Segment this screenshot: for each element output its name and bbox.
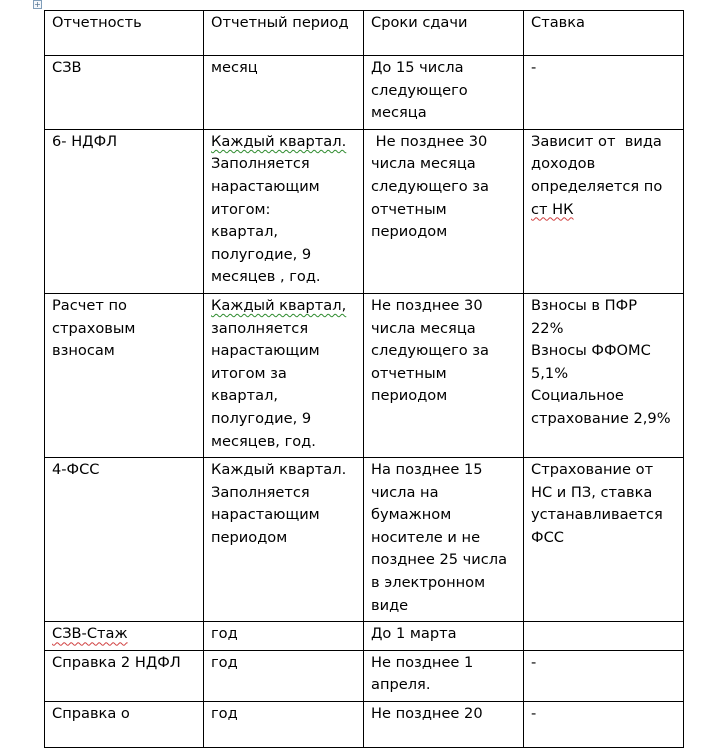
cell-period bbox=[204, 702, 364, 748]
table-move-handle[interactable]: + bbox=[34, 0, 41, 9]
cell-line: взносам bbox=[52, 342, 115, 360]
cell-line: ФСС bbox=[531, 528, 564, 546]
cell-report bbox=[45, 458, 204, 622]
cell-line: месяца bbox=[371, 104, 427, 122]
cell-line: следующего за bbox=[371, 177, 490, 195]
cell-line: Каждый квартал. bbox=[211, 132, 347, 150]
cell-line: Заполняется bbox=[211, 155, 310, 173]
table-row bbox=[45, 56, 684, 130]
cell-line: нарастающим bbox=[211, 177, 320, 195]
table-row bbox=[45, 622, 684, 651]
cell-line: доходов bbox=[531, 155, 596, 173]
cell-line: До 15 числа bbox=[371, 59, 464, 76]
cell-line: год bbox=[211, 625, 238, 643]
cell-line: ст НК bbox=[531, 200, 574, 218]
cell-line: отчетным bbox=[371, 364, 447, 382]
cell-line: нарастающим bbox=[211, 506, 320, 524]
cell-deadline bbox=[364, 129, 524, 293]
cell-rate bbox=[524, 622, 684, 651]
reporting-table bbox=[44, 10, 684, 748]
cell-line: итогом за bbox=[211, 364, 287, 382]
cell-line: периодом bbox=[371, 223, 448, 241]
cell-line: - bbox=[531, 59, 537, 76]
header-cell-deadline: Сроки сдачи bbox=[364, 11, 524, 56]
cell-line: Не позднее 1 bbox=[371, 653, 474, 671]
cell-report bbox=[45, 622, 204, 651]
cell-line: в электронном bbox=[371, 574, 486, 592]
cell-line: определяется по bbox=[531, 177, 663, 195]
cell-period bbox=[204, 293, 364, 457]
cell-line: полугодие, 9 bbox=[211, 245, 312, 263]
cell-rate bbox=[524, 650, 684, 701]
cell-line: Не позднее 30 bbox=[371, 296, 483, 314]
cell-line: числа месяца bbox=[371, 155, 476, 173]
cell-line: позднее 25 числа bbox=[371, 551, 508, 569]
cell-line: СЗВ-Стаж bbox=[52, 625, 128, 643]
cell-line: заполняется bbox=[211, 319, 309, 337]
cell-period bbox=[204, 622, 364, 651]
cell-deadline bbox=[364, 622, 524, 651]
header-cell-period: Отчетный период bbox=[204, 11, 364, 56]
cell-period bbox=[204, 458, 364, 622]
cell-period bbox=[204, 650, 364, 701]
cell-line: месяц bbox=[211, 59, 258, 76]
cell-line: Взносы в ПФР bbox=[531, 296, 638, 314]
cell-rate bbox=[524, 702, 684, 748]
cell-line: Не позднее 30 bbox=[371, 132, 488, 150]
cell-deadline bbox=[364, 293, 524, 457]
cell-line: год bbox=[211, 653, 238, 671]
cell-line: месяцев, год. bbox=[211, 432, 316, 450]
cell-line: год bbox=[211, 705, 238, 723]
cell-line: нарастающим bbox=[211, 342, 320, 360]
cell-line: следующего bbox=[371, 81, 468, 99]
cell-line: Каждый квартал, bbox=[211, 296, 347, 314]
cell-line: - bbox=[531, 653, 537, 671]
cell-line: Зависит от вида bbox=[531, 132, 662, 150]
cell-deadline bbox=[364, 702, 524, 748]
cell-line: периодом bbox=[211, 528, 288, 546]
table-row bbox=[45, 129, 684, 293]
cell-line: 6- НДФЛ bbox=[52, 132, 118, 150]
cell-report bbox=[45, 56, 204, 130]
cell-line: НС и ПЗ, ставка bbox=[531, 483, 653, 501]
cell-line: 4-ФСС bbox=[52, 461, 100, 479]
cell-line: Заполняется bbox=[211, 483, 310, 501]
cell-report bbox=[45, 293, 204, 457]
cell-rate bbox=[524, 458, 684, 622]
cell-deadline bbox=[364, 650, 524, 701]
cell-line: итогом: bbox=[211, 200, 271, 218]
cell-line: следующего за bbox=[371, 342, 490, 360]
cell-line: 22% bbox=[531, 319, 564, 337]
cell-rate bbox=[524, 56, 684, 130]
cell-report bbox=[45, 702, 204, 748]
cell-line: Каждый квартал. bbox=[211, 461, 347, 479]
cell-deadline bbox=[364, 56, 524, 130]
cell-line: бумажном bbox=[371, 506, 452, 524]
cell-deadline bbox=[364, 458, 524, 622]
table-header-row bbox=[45, 11, 684, 56]
cell-rate bbox=[524, 129, 684, 293]
cell-line: До 1 марта bbox=[371, 625, 457, 643]
cell-report bbox=[45, 129, 204, 293]
cell-line: числа месяца bbox=[371, 319, 476, 337]
table-row bbox=[45, 650, 684, 701]
cell-line: виде bbox=[371, 596, 409, 614]
cell-line: месяцев , год. bbox=[211, 268, 321, 286]
cell-line: квартал, bbox=[211, 223, 279, 241]
cell-line: апреля. bbox=[371, 676, 431, 694]
cell-line: устанавливается bbox=[531, 506, 663, 524]
cell-period bbox=[204, 56, 364, 130]
cell-report bbox=[45, 650, 204, 701]
cell-line: Расчет по bbox=[52, 296, 127, 314]
cell-line: периодом bbox=[371, 387, 448, 405]
cell-line: страхование 2,9% bbox=[531, 409, 671, 427]
cell-line: носителе и не bbox=[371, 528, 481, 546]
header-cell-reporting: Отчетность bbox=[45, 11, 204, 56]
table-row bbox=[45, 702, 684, 748]
cell-line: СЗВ bbox=[52, 59, 82, 76]
cell-line: страховым bbox=[52, 319, 136, 337]
cell-line: числа на bbox=[371, 483, 439, 501]
cell-line: Справка о bbox=[52, 705, 130, 723]
cell-line: Страхование от bbox=[531, 461, 654, 479]
cell-line: Взносы ФФОМС bbox=[531, 342, 651, 360]
cell-line: Не позднее 20 bbox=[371, 705, 483, 723]
cell-line: квартал, bbox=[211, 387, 279, 405]
cell-line: Социальное bbox=[531, 387, 624, 405]
cell-line: полугодие, 9 bbox=[211, 409, 312, 427]
cell-line: 5,1% bbox=[531, 364, 569, 382]
cell-line: На позднее 15 bbox=[371, 461, 483, 479]
table-row bbox=[45, 293, 684, 457]
cell-line: отчетным bbox=[371, 200, 447, 218]
cell-period bbox=[204, 129, 364, 293]
cell-rate bbox=[524, 293, 684, 457]
table-row bbox=[45, 458, 684, 622]
header-cell-rate: Ставка bbox=[524, 11, 684, 56]
cell-line: - bbox=[531, 705, 537, 723]
cell-line: Справка 2 НДФЛ bbox=[52, 653, 181, 671]
